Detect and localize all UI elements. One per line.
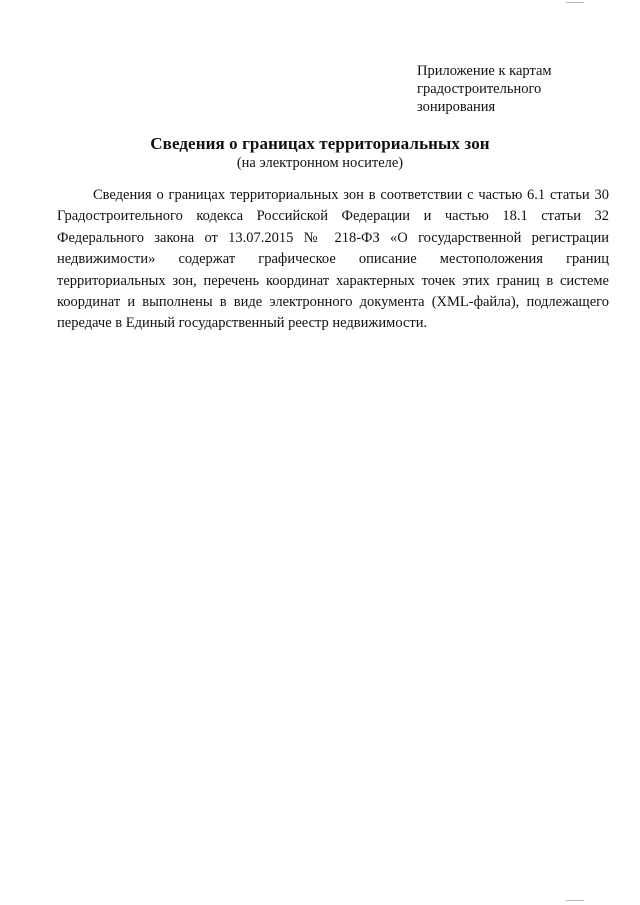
attachment-note	[417, 62, 617, 116]
scan-artifact-bottom	[566, 900, 584, 901]
document-title: Сведения о границах территориальных зон	[150, 134, 490, 153]
body-paragraph: Сведения о границах территориальных зон в соответствии с частью 6.1 статьи 30 Градостроительного кодекса Российской Федерации и частью 18.1 статьи 32 Федерального закона от 13.07.2015 № 218-ФЗ «О государственной регистрации недвижимости» содержат графическое описание местоположения границ территориальных зон, перечень координат характерных точек этих границ в системе координат и выполнены в виде электронного документа (XML-файла), подлежащего передаче в Единый государственный реестр недвижимости.	[57, 187, 609, 332]
attachment-line: зонирования	[417, 99, 496, 115]
scan-artifact-top	[566, 2, 584, 3]
attachment-line: Приложение к картам	[417, 63, 552, 79]
document-subtitle: (на электронном носителе)	[236, 155, 404, 171]
attachment-line: градостроительного	[417, 81, 542, 97]
